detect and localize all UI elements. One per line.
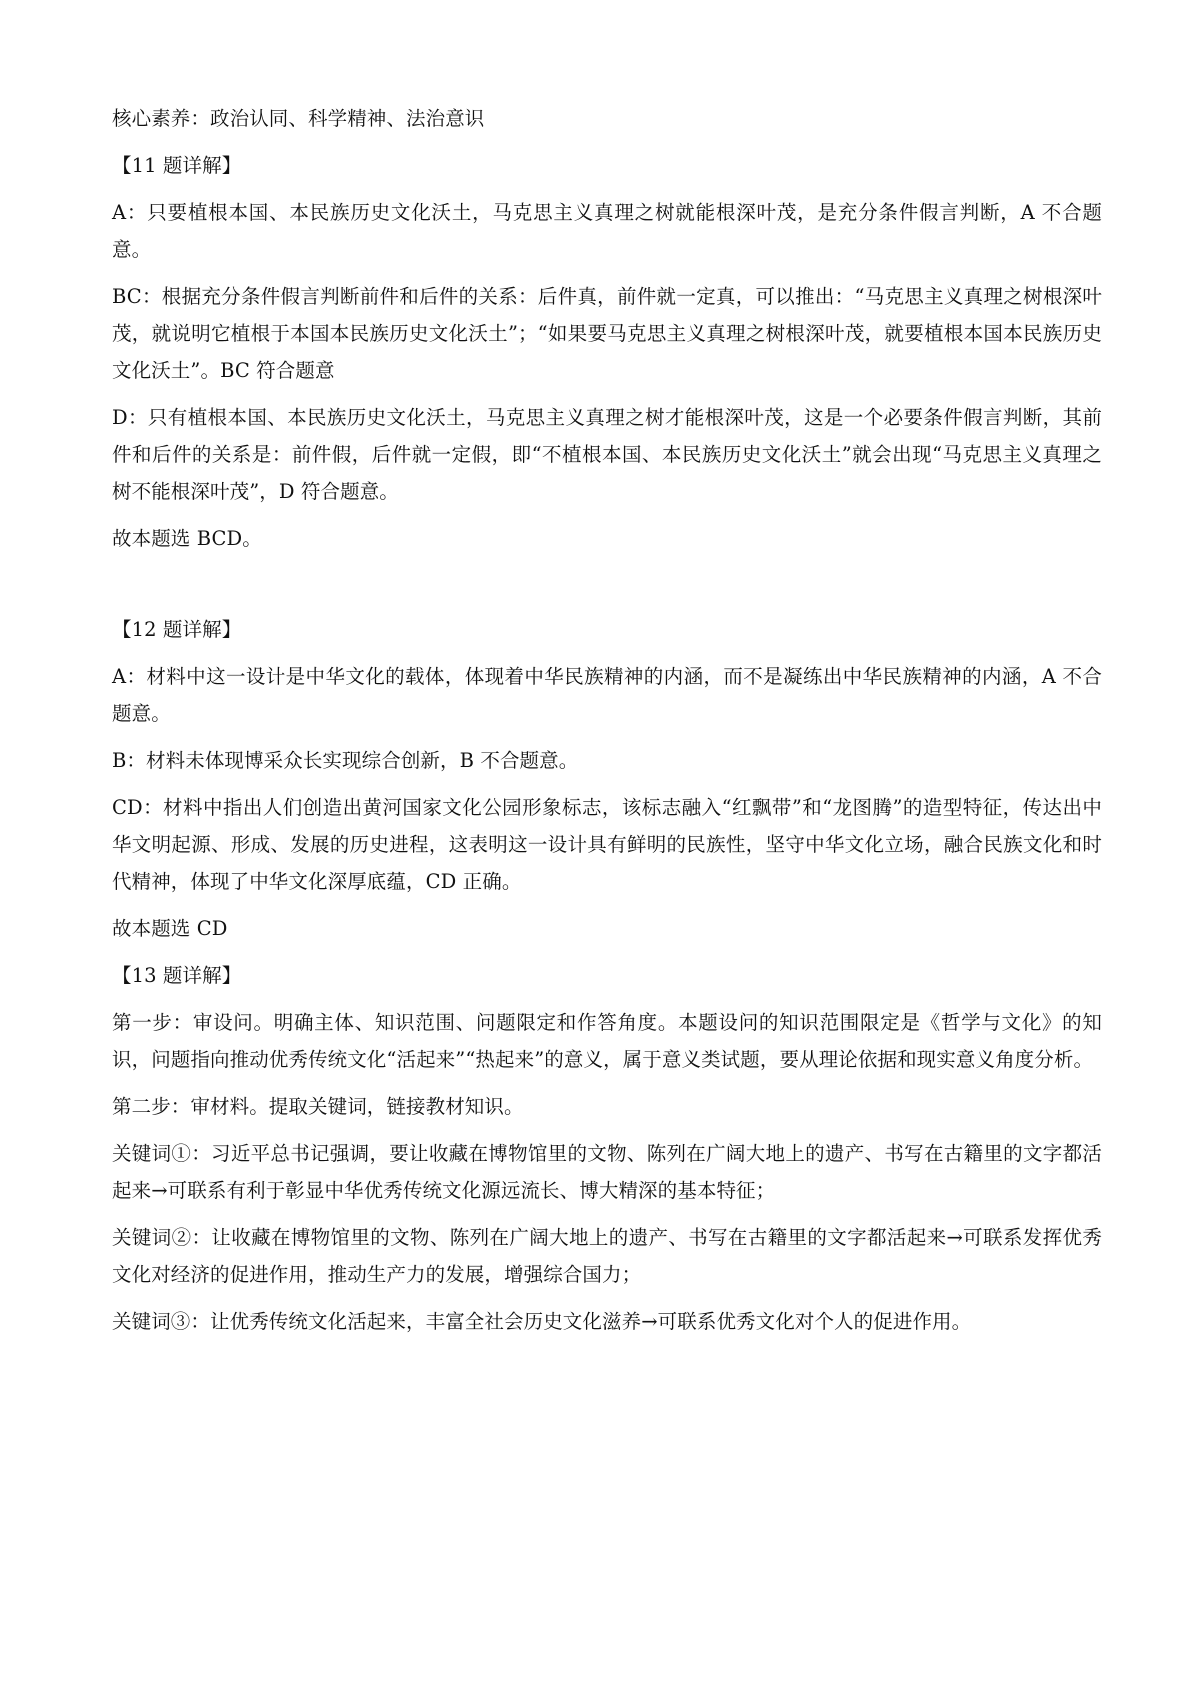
q12-option-cd: CD：材料中指出人们创造出黄河国家文化公园形象标志，该标志融入“红飘带”和“龙图腾”的造型特征，传达出中华文明起源、形成、发展的历史进程，这表明这一设计具有鲜明的民族性，坚守中华文化立场，融合民族文化和时代精神，体现了中华文化深厚底蕴，CD 正确。 (112, 796, 1102, 893)
q13-heading: 【13 题详解】 (112, 964, 242, 987)
q12-option-b: B：材料未体现博采众长实现综合创新，B 不合题意。 (112, 749, 579, 772)
q11-heading: 【11 题详解】 (112, 154, 242, 177)
q13-step2: 第二步：审材料。提取关键词，链接教材知识。 (112, 1095, 524, 1118)
q11-option-bc: BC：根据充分条件假言判断前件和后件的关系：后件真，前件就一定真，可以推出：“马克思主义真理之树根深叶茂，就说明它植根于本国本民族历史文化沃土”；“如果要马克思主义真理之树根深叶茂，就要植根本国本民族历史文化沃土”。BC 符合题意 (112, 285, 1102, 382)
q13-step1: 第一步：审设问。明确主体、知识范围、问题限定和作答角度。本题设问的知识范围限定是《哲学与文化》的知识，问题指向推动优秀传统文化“活起来”“热起来”的意义，属于意义类试题，要从理论依据和现实意义角度分析。 (112, 1011, 1102, 1071)
q12-heading: 【12 题详解】 (112, 618, 242, 641)
q11-option-a: A：只要植根本国、本民族历史文化沃土，马克思主义真理之树就能根深叶茂，是充分条件假言判断，A 不合题意。 (112, 201, 1102, 261)
q13-keyword-3: 关键词③：让优秀传统文化活起来，丰富全社会历史文化滋养→可联系优秀文化对个人的促进作用。 (112, 1310, 972, 1333)
core-literacy-line: 核心素养：政治认同、科学精神、法治意识 (112, 107, 485, 130)
q11-answer: 故本题选 BCD。 (112, 527, 262, 550)
section-spacer (112, 567, 1102, 611)
q12-option-a: A：材料中这一设计是中华文化的载体，体现着中华民族精神的内涵，而不是凝练出中华民族精神的内涵，A 不合题意。 (112, 665, 1102, 725)
q13-keyword-1: 关键词①：习近平总书记强调，要让收藏在博物馆里的文物、陈列在广阔大地上的遗产、书写在古籍里的文字都活起来→可联系有利于彰显中华优秀传统文化源远流长、博大精深的基本特征； (112, 1142, 1102, 1202)
q13-keyword-2: 关键词②：让收藏在博物馆里的文物、陈列在广阔大地上的遗产、书写在古籍里的文字都活起来→可联系发挥优秀文化对经济的促进作用，推动生产力的发展，增强综合国力； (112, 1226, 1102, 1286)
document-body (112, 100, 1102, 1350)
q12-answer: 故本题选 CD (112, 917, 228, 940)
q11-option-d: D：只有植根本国、本民族历史文化沃土，马克思主义真理之树才能根深叶茂，这是一个必要条件假言判断，其前件和后件的关系是：前件假，后件就一定假，即“不植根本国、本民族历史文化沃土”就会出现“马克思主义真理之树不能根深叶茂”，D 符合题意。 (112, 406, 1102, 503)
